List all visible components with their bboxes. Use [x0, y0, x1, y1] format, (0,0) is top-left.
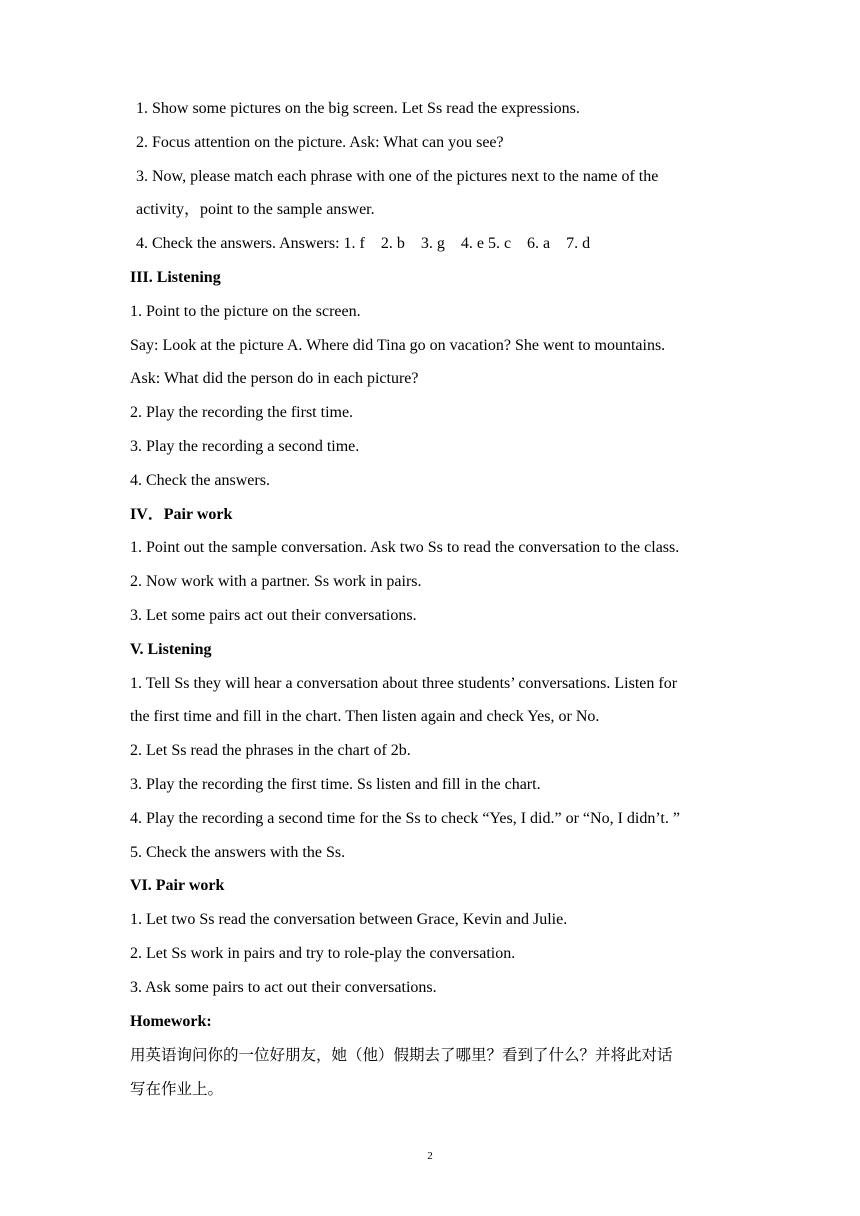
section-heading-listening-3 — [130, 266, 735, 300]
homework-heading: Homework: — [130, 1012, 212, 1030]
section-line: 4. Check the answers. — [130, 471, 270, 489]
section-line: 2. Now work with a partner. Ss work in pairs. — [130, 573, 422, 591]
intro-step: activity，point to the sample answer. — [136, 201, 375, 219]
lesson-plan-body — [130, 97, 735, 1111]
section-heading-listening-5 — [130, 638, 735, 672]
section-heading-pair-work-6 — [130, 874, 735, 908]
section-title: . Pair work — [147, 877, 225, 895]
section-line: 1. Let two Ss read the conversation between Grace, Kevin and Julie. — [130, 911, 568, 929]
section-line: 5. Check the answers with the Ss. — [130, 843, 346, 861]
section-line: 3. Ask some pairs to act out their conversations. — [130, 978, 437, 996]
section-line: 1. Tell Ss they will hear a conversation about three students’ conversations. Listen for — [130, 674, 678, 692]
section-line: 2. Let Ss work in pairs and try to role-play the conversation. — [130, 944, 516, 962]
intro-step: 3. Now, please match each phrase with one of the pictures next to the name of the — [136, 167, 659, 185]
intro-step: 4. Check the answers. Answers: 1. f 2. b 3. g 4. e 5. c 6. a 7. d — [136, 235, 591, 253]
section-heading-pair-work-4: IV．Pair work — [130, 505, 233, 523]
section-line: Ask: What did the person do in each picture? — [130, 370, 419, 388]
section-line: 3. Let some pairs act out their conversations. — [130, 606, 417, 624]
section-line: 2. Let Ss read the phrases in the chart of 2b. — [130, 742, 411, 760]
intro-step: 1. Show some pictures on the big screen. Let Ss read the expressions. — [136, 100, 580, 117]
section-number: V — [130, 640, 140, 658]
section-line: 1. Point out the sample conversation. Ask two Ss to read the conversation to the class. — [130, 539, 680, 557]
section-line: 4. Play the recording a second time for the Ss to check “Yes, I did.” or “No, I didn’t. ” — [130, 809, 680, 827]
section-number: VI — [130, 877, 148, 895]
section-title: . Listening — [139, 640, 212, 658]
section-line: 2. Play the recording the first time. — [130, 404, 354, 422]
homework-line: 写在作业上。 — [130, 1080, 224, 1099]
section-line: Say: Look at the picture A. Where did Tina go on vacation? She went to mountains. — [130, 336, 666, 354]
section-line: 3. Play the recording a second time. — [130, 437, 360, 455]
section-title: . Listening — [148, 268, 221, 286]
section-line: 1. Point to the picture on the screen. — [130, 302, 361, 320]
intro-step: 2. Focus attention on the picture. Ask: What can you see? — [136, 133, 504, 151]
section-number: III — [130, 268, 149, 286]
page-number: 2 — [427, 1150, 433, 1162]
homework-line: 用英语询问你的一位好朋友，她（他）假期去了哪里？看到了什么？并将此对话 — [130, 1046, 673, 1065]
section-line: 3. Play the recording the first time. Ss listen and fill in the chart. — [130, 775, 541, 793]
section-line: the first time and fill in the chart. Then listen again and check Yes, or No. — [130, 708, 600, 726]
